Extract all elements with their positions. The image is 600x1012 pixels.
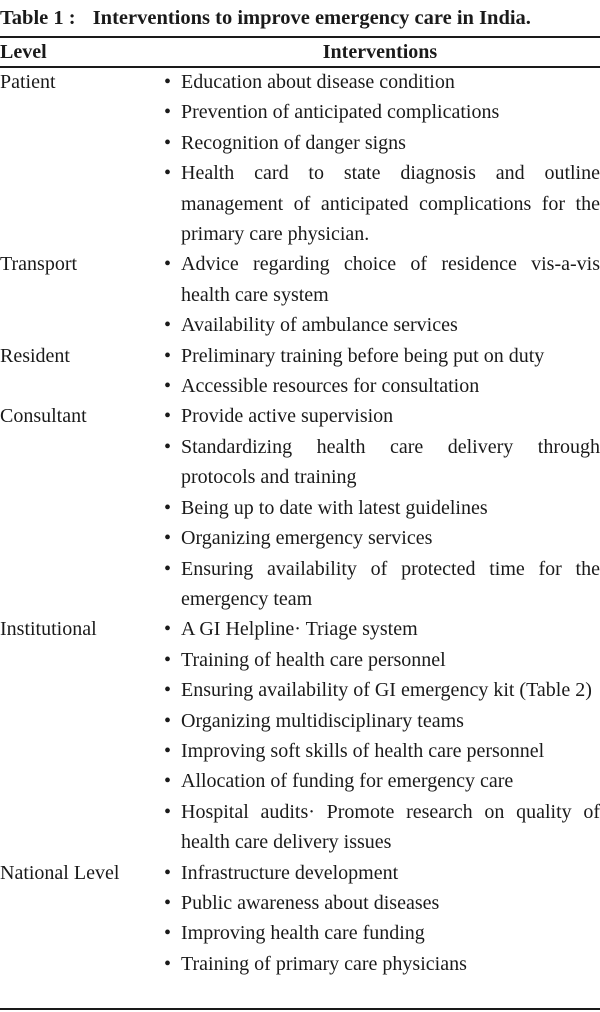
bullet-icon: • [164,618,172,641]
list-item [160,918,600,948]
intervention-text: Organizing emergency services [181,527,433,550]
interventions-list [160,67,600,249]
interventions-list [160,858,600,980]
bullet-icon: • [164,648,172,671]
intervention-text: Infrastructure development [181,861,399,884]
bullet-icon: • [164,131,172,154]
intervention-text: Ensuring availability of protected time for the emergency team [181,557,600,610]
bullet-icon: • [164,861,172,884]
intervention-text: Education about disease condition [181,71,455,93]
list-item [160,949,600,979]
list-item [160,310,600,340]
bullet-icon: • [164,435,172,458]
intervention-text: Organizing multidisciplinary teams [181,709,464,732]
level-cell: Resident [0,344,70,367]
table-row [0,249,600,340]
bullet-icon: • [164,679,172,702]
bullet-icon: • [164,952,172,975]
table-label: Table 1 : [0,7,76,29]
list-item [160,706,600,736]
intervention-text: Preliminary training before being put on duty [181,344,545,367]
list-item [160,858,600,888]
list-item [160,249,600,310]
list-item [160,341,600,371]
column-header-interventions: Interventions [322,41,438,63]
table-row [0,67,600,249]
intervention-text: Improving soft skills of health care personnel [181,739,545,762]
list-item [160,432,600,493]
intervention-text: Prevention of anticipated complications [181,101,500,124]
bullet-icon: • [164,800,172,823]
list-item [160,645,600,675]
bullet-icon: • [164,709,172,732]
intervention-text: Standardizing health care delivery through protocols and training [181,435,600,489]
bullet-icon: • [164,557,172,580]
intervention-text: Improving health care funding [181,922,425,945]
column-header-level: Level [0,41,47,63]
bullet-icon: • [164,71,172,93]
list-item [160,97,600,127]
intervention-text: Provide active supervision [181,405,394,428]
table-title: Interventions to improve emergency care in India. [92,7,531,29]
bullet-icon: • [164,527,172,550]
intervention-text: Advice regarding choice of residence vis-a-vis health care system [181,253,600,306]
interventions-list [160,614,600,857]
level-cell: National Level [0,861,120,884]
intervention-text: Ensuring availability of GI emergency kit (Table 2) [181,679,592,702]
table-row [0,401,600,614]
table-row [0,341,600,402]
list-item [160,614,600,644]
level-cell: Patient [0,71,56,93]
interventions-list [160,401,600,614]
intervention-text: Accessible resources for consultation [181,375,480,398]
interventions-list [160,249,600,340]
intervention-text: Hospital audits· Promote research on quality of health care delivery issues [181,800,600,854]
bullet-icon: • [164,496,172,519]
intervention-text: Training of health care personnel [181,648,446,671]
bullet-icon: • [164,770,172,793]
list-item [160,736,600,766]
list-item [160,158,600,249]
bullet-icon: • [164,739,172,762]
list-item [160,766,600,796]
list-item [160,523,600,553]
intervention-text: Allocation of funding for emergency care [181,770,514,793]
table-body [0,67,600,979]
list-item [160,493,600,523]
intervention-text: Recognition of danger signs [181,131,406,154]
intervention-text: Public awareness about diseases [181,891,440,914]
bullet-icon: • [164,101,172,124]
bullet-icon: • [164,253,172,276]
bullet-icon: • [164,162,172,185]
list-item [160,67,600,97]
list-item [160,401,600,431]
bullet-icon: • [164,314,172,337]
list-item [160,675,600,705]
level-cell: Transport [0,253,78,276]
bottom-rule [0,1008,600,1010]
list-item [160,371,600,401]
list-item [160,797,600,858]
intervention-text: Health card to state diagnosis and outline management of anticipated complications for the primary care physician. [181,162,600,246]
intervention-text: Availability of ambulance services [181,314,458,337]
level-cell: Institutional [0,618,97,641]
table-row [0,858,600,980]
interventions-list [160,341,600,402]
intervention-text: A GI Helpline· Triage system [181,618,418,641]
list-item [160,128,600,158]
intervention-text: Training of primary care physicians [181,952,467,975]
bullet-icon: • [164,891,172,914]
bullet-icon: • [164,922,172,945]
list-item [160,554,600,615]
table-row [0,614,600,857]
list-item [160,888,600,918]
intervention-text: Being up to date with latest guidelines [181,496,488,519]
table-caption [0,2,600,34]
bullet-icon: • [164,375,172,398]
bullet-icon: • [164,344,172,367]
bullet-icon: • [164,405,172,428]
level-cell: Consultant [0,405,87,428]
